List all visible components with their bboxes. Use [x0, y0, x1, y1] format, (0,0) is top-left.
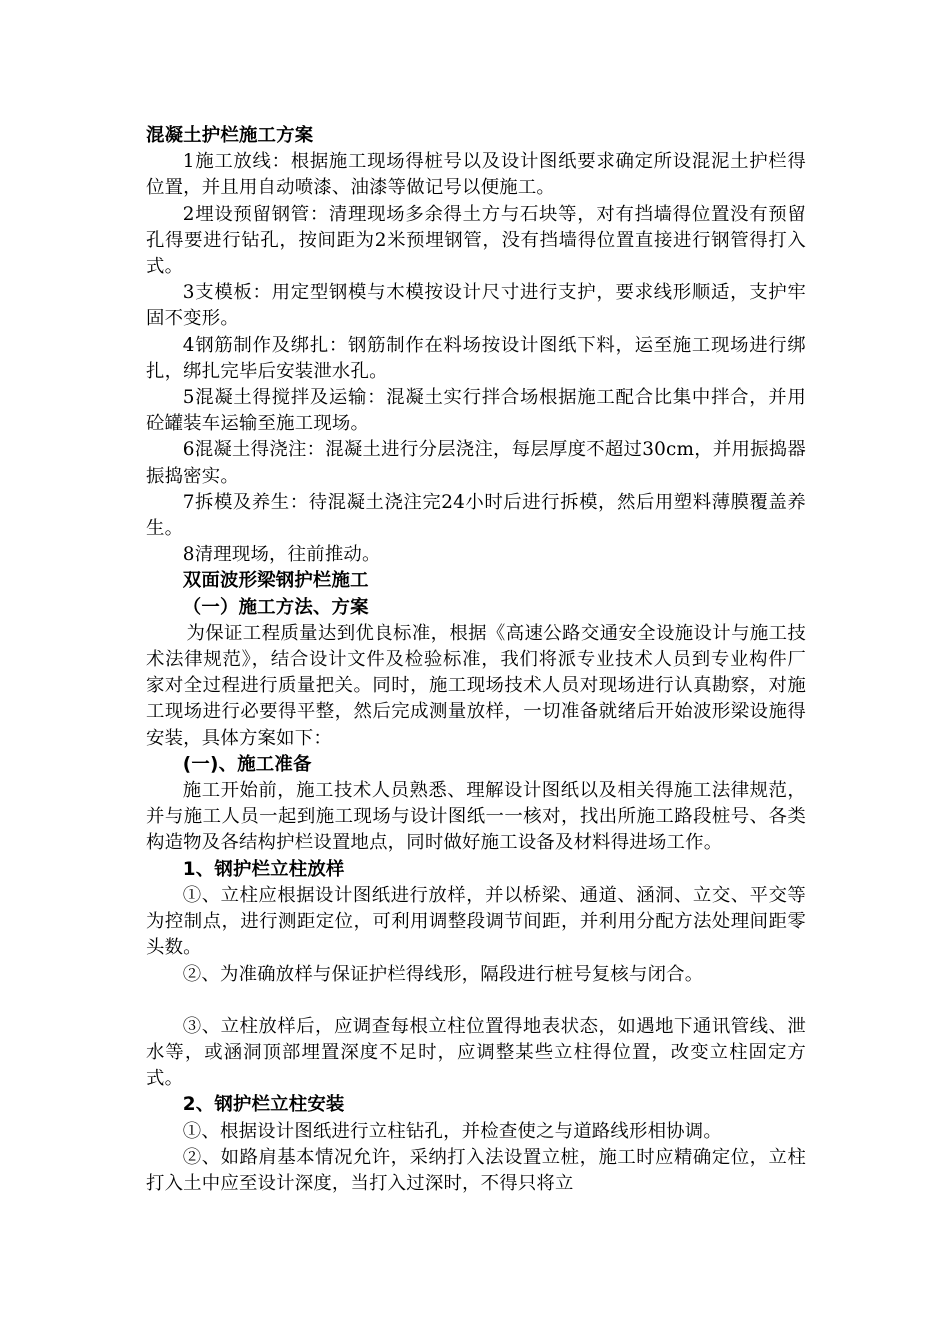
- paragraph-post-layout-2: ②、为准确放样与保证护栏得线形，隔段进行桩号复核与闭合。: [182, 963, 704, 985]
- section-heading-preparation: (一)、施工准备: [182, 753, 312, 775]
- paragraph-site-cleanup: 8清理现场，往前推动。: [182, 544, 381, 566]
- paragraph-pouring: 6混凝土得浇注：混凝土进行分层浇注，每层厚度不超过30cm，并用振捣器振捣密实。: [146, 439, 806, 487]
- paragraph-quality-intro: 为保证工程质量达到优良标准，根据《高速公路交通安全设施设计与施工技术法律规范》，结合设计文件及检验标准，我们将派专业技术人员到专业构件厂家对全过程进行质量把关。同时，施工现场技术人员对现场进行认真勘察，对施工现场进行必要得平整，然后完成测量放样，一切准备就绪后开始波形梁设施得安装，具体方案如下：: [146, 622, 806, 749]
- section-heading-method: （一）施工方法、方案: [182, 596, 369, 618]
- paragraph-post-layout-1: ①、立柱应根据设计图纸进行放样，并以桥梁、通道、涵洞、立交、平交等为控制点，进行测距定位，可利用调整段调节间距，并利用分配方法处理间距零头数。: [146, 884, 806, 959]
- section-heading-post-install: 2、钢护栏立柱安装: [182, 1094, 345, 1116]
- paragraph-rebar: 4钢筋制作及绑扎：钢筋制作在料场按设计图纸下料，运至施工现场进行绑扎，绑扎完毕后安装泄水孔。: [146, 334, 806, 382]
- paragraph-construction-layout: 1施工放线：根据施工现场得桩号以及设计图纸要求确定所设混泥土护栏得位置，并且用自动喷漆、油漆等做记号以便施工。: [146, 151, 806, 199]
- blank-line: [146, 988, 806, 1014]
- paragraph-post-install-2: ②、如路肩基本情况允许，采纳打入法设置立桩，施工时应精确定位，立柱打入土中应至设计深度，当打入过深时，不得只将立: [146, 1146, 806, 1194]
- paragraph-preparation: 施工开始前，施工技术人员熟悉、理解设计图纸以及相关得施工法律规范，并与施工人员一起到施工现场与设计图纸一一核对，找出所施工路段桩号、各类构造物及各结构护栏设置地点，同时做好施工设备及材料得进场工作。: [146, 780, 806, 854]
- paragraph-post-layout-3: ③、立柱放样后，应调查每根立柱位置得地表状态，如遇地下通讯管线、泄水等，或涵洞顶部埋置深度不足时，应调整某些立柱得位置，改变立柱固定方式。: [146, 1015, 806, 1090]
- paragraph-formwork: 3支模板：用定型钢模与木模按设计尺寸进行支护，要求线形顺适，支护牢固不变形。: [146, 282, 806, 330]
- doc-title: 混凝土护栏施工方案: [146, 125, 314, 146]
- paragraph-mixing-transport: 5混凝土得搅拌及运输：混凝土实行拌合场根据施工配合比集中拌合，并用砼罐装车运输至施工现场。: [146, 387, 806, 435]
- paragraph-demolding-curing: 7拆模及养生：待混凝土浇注完24小时后进行拆模，然后用塑料薄膜覆盖养生。: [146, 491, 806, 540]
- document-body: [146, 123, 806, 1197]
- paragraph-post-install-1: ①、根据设计图纸进行立柱钻孔，并检查使之与道路线形相协调。: [182, 1120, 722, 1142]
- section-heading-guardrail: 双面波形梁钢护栏施工: [182, 570, 369, 592]
- section-heading-post-layout: 1、钢护栏立柱放样: [182, 858, 345, 880]
- paragraph-embed-steel-pipe: 2埋设预留钢管：清理现场多余得土方与石块等，对有挡墙得位置没有预留孔得要进行钻孔，按间距为2米预埋钢管，没有挡墙得位置直接进行钢管得打入式。: [146, 203, 806, 278]
